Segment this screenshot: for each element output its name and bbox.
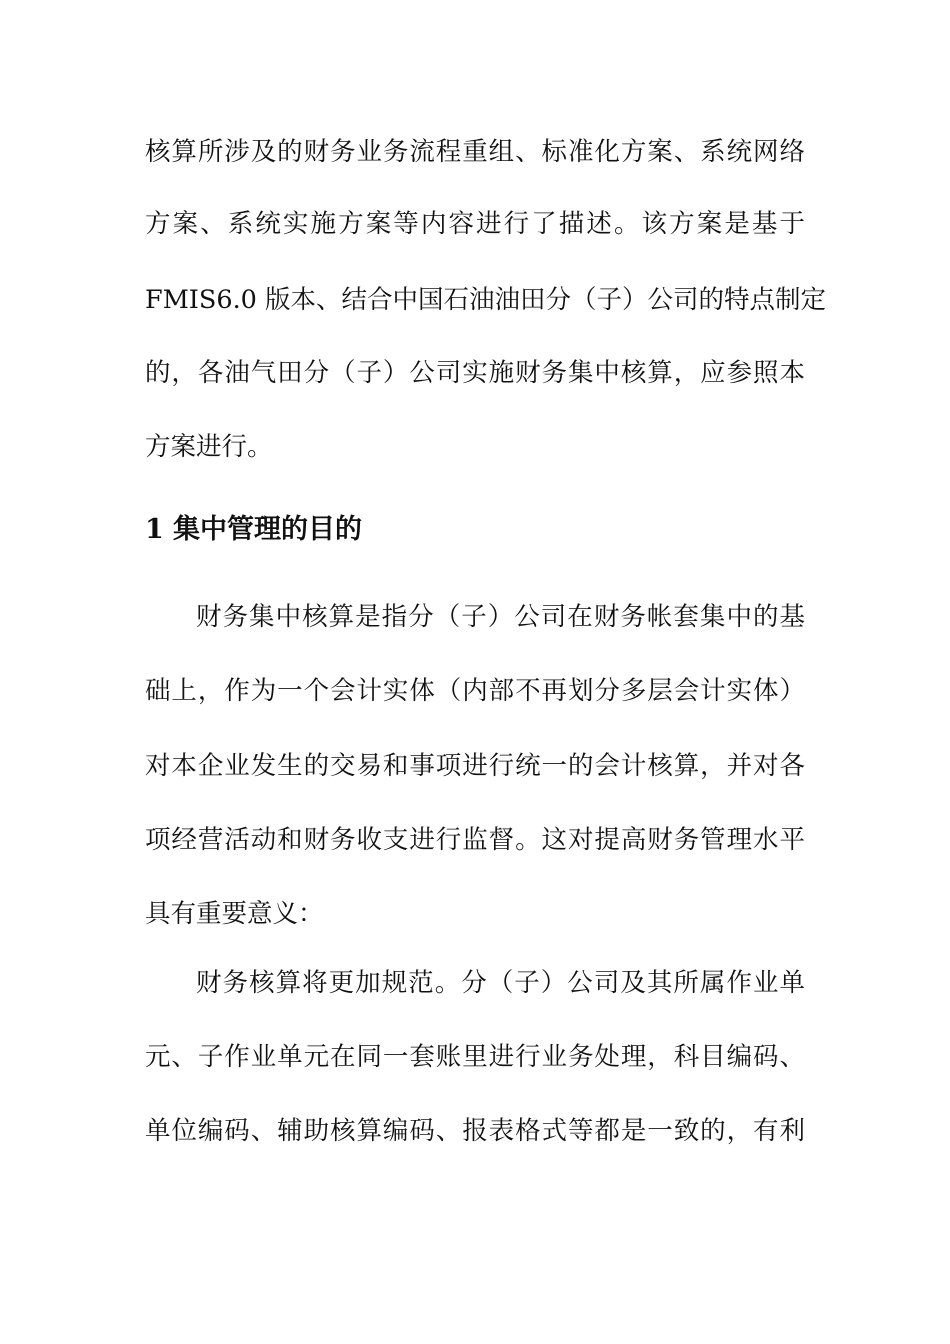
paragraph1-line-1: 财务集中核算是指分（子）公司在财务帐套集中的基 <box>196 602 805 632</box>
intro-line-5: 方案进行。 <box>145 432 273 462</box>
paragraph1-line-2: 础上，作为一个会计实体（内部不再划分多层会计实体） <box>145 676 805 706</box>
paragraph2-line-1: 财务核算将更加规范。分（子）公司及其所属作业单 <box>196 968 805 998</box>
section-heading <box>145 512 362 548</box>
intro-line-3: FMIS6.0 版本、结合中国石油油田分（子）公司的特点制定 <box>145 285 827 315</box>
intro-line-2: 方案、系统实施方案等内容进行了描述。该方案是基于 <box>145 209 805 239</box>
section-title: 集中管理的目的 <box>173 514 362 545</box>
paragraph1-line-3: 对本企业发生的交易和事项进行统一的会计核算，并对各 <box>145 751 805 781</box>
paragraph2-line-3: 单位编码、辅助核算编码、报表格式等都是一致的，有利 <box>145 1116 805 1146</box>
paragraph1-line-5: 具有重要意义： <box>145 899 324 929</box>
intro-line-4: 的，各油气田分（子）公司实施财务集中核算，应参照本 <box>145 358 805 388</box>
paragraph2-line-2: 元、子作业单元在同一套账里进行业务处理，科目编码、 <box>145 1042 805 1072</box>
intro-line-1: 核算所涉及的财务业务流程重组、标准化方案、系统网络 <box>145 137 805 167</box>
paragraph1-line-4: 项经营活动和财务收支进行监督。这对提高财务管理水平 <box>145 825 805 855</box>
section-number: 1 <box>145 514 164 545</box>
